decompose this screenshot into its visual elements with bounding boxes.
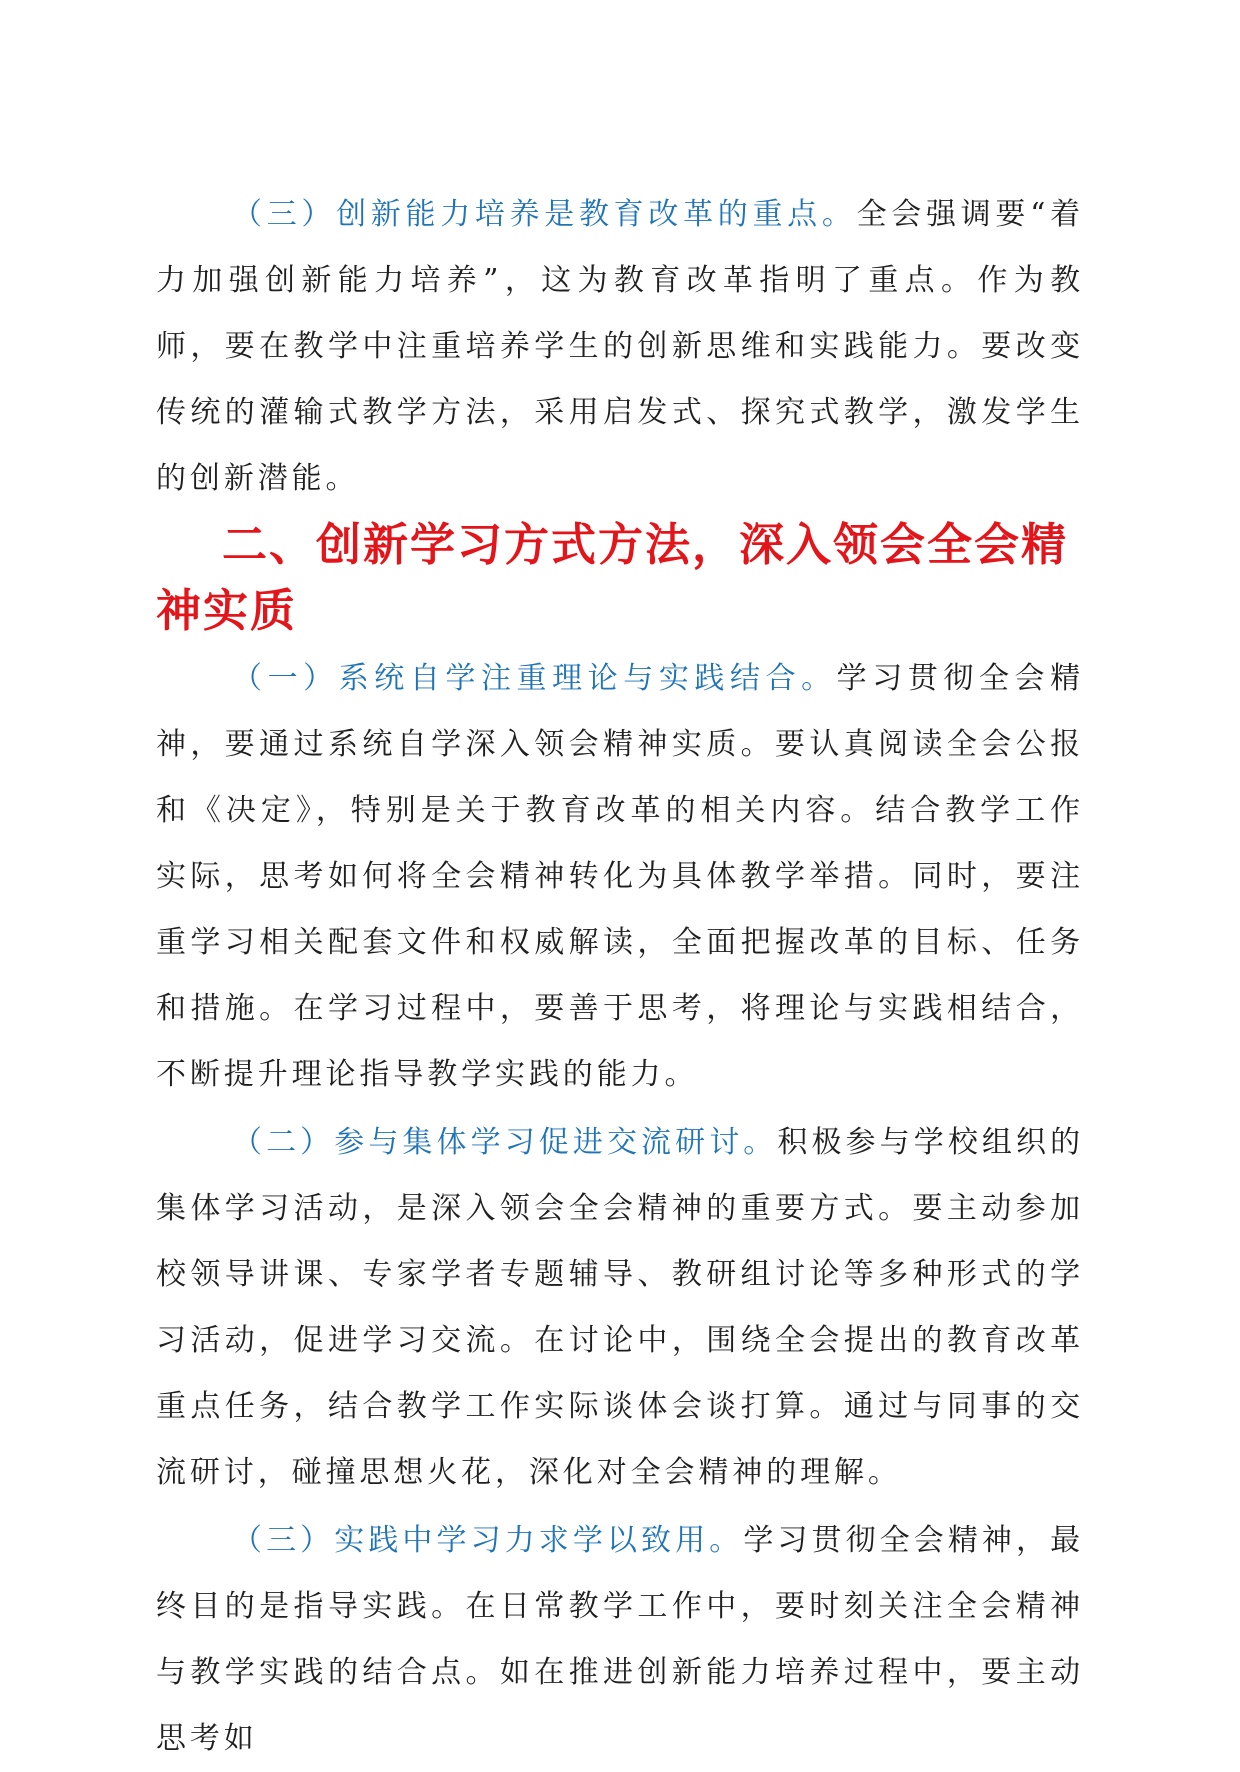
paragraph-group-study bbox=[156, 1110, 1084, 1506]
document-page bbox=[156, 182, 1084, 1772]
paragraph-body: 学习贯彻全会精神，要通过系统自学深入领会精神实质。要认真阅读全会公报和《决定》，特别是关于教育改革的相关内容。结合教学工作实际，思考如何将全会精神转化为具体教学举措。同时，要注重学习相关配套文件和权威解读，全面把握改革的目标、任务和措施。在学习过程中，要善于思考，将理论与实践相结合，不断提升理论指导教学实践的能力。 bbox=[156, 661, 1084, 1092]
section-heading: 二、创新学习方式方法，深入领会全会精神实质 bbox=[156, 518, 1069, 637]
paragraph-body: 全会强调要“着力加强创新能力培养”，这为教育改革指明了重点。作为教师，要在教学中注重培养学生的创新思维和实践能力。要改变传统的灌输式教学方法，采用启发式、探究式教学，激发学生的创新潜能。 bbox=[156, 197, 1085, 496]
paragraph-subheading: （三）创新能力培养是教育改革的重点。 bbox=[232, 197, 857, 232]
paragraph-self-study bbox=[156, 646, 1084, 1108]
paragraph-practice-study bbox=[156, 1508, 1084, 1772]
paragraph-subheading: （二）参与集体学习促进交流研讨。 bbox=[232, 1125, 778, 1160]
paragraph-body: 学习贯彻全会精神，最终目的是指导实践。在日常教学工作中，要时刻关注全会精神与教学实践的结合点。如在推进创新能力培养过程中，要主动思考如 bbox=[156, 1523, 1084, 1756]
paragraph-subheading: （一）系统自学注重理论与实践结合。 bbox=[232, 661, 837, 696]
paragraph-innovation-ability bbox=[156, 182, 1084, 512]
paragraph-body: 积极参与学校组织的集体学习活动，是深入领会全会精神的重要方式。要主动参加校领导讲课、专家学者专题辅导、教研组讨论等多种形式的学习活动，促进学习交流。在讨论中，围绕全会提出的教育改革重点任务，结合教学工作实际谈体会谈打算。通过与同事的交流研讨，碰撞思想火花，深化对全会精神的理解。 bbox=[156, 1125, 1084, 1490]
paragraph-subheading: （三）实践中学习力求学以致用。 bbox=[232, 1523, 744, 1558]
